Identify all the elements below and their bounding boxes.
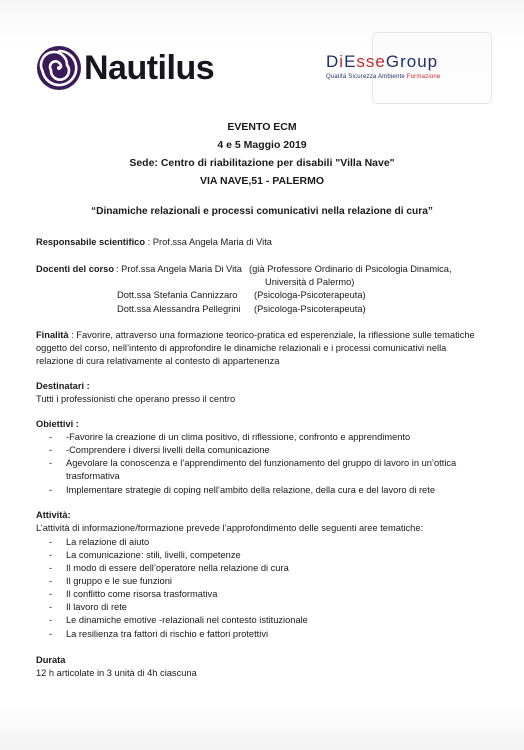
docente-name: : Prof.ssa Angela Maria Di Vita: [116, 264, 242, 274]
event-venue: Sede: Centro di riabilitazione per disabili "Villa Nave": [129, 157, 395, 169]
attivita-item: Il lavoro di rete: [66, 602, 127, 612]
docente-role-cont: Università d Palermo): [265, 277, 355, 287]
nautilus-wordmark: Nautilus: [84, 48, 215, 87]
nautilus-shell-icon: [36, 45, 82, 91]
durata-label: Durata: [36, 655, 66, 665]
event-address: VIA NAVE,51 - PALERMO: [199, 175, 325, 187]
durata-text: 12 h articolate in 3 unità di 4h ciascuna: [36, 668, 197, 678]
obiettivi-label: Obiettivi :: [36, 419, 79, 429]
docente-role: (Psicologa-Psicoterapeuta): [254, 304, 366, 314]
obiettivo-item: Agevolare la conoscenza e l’apprendimento del funzionamento del gruppo di lavoro in un’ottica: [66, 458, 457, 468]
attivita-item: Il conflitto come risorsa trasformativa: [66, 589, 218, 599]
event-dates: 4 e 5 Maggio 2019: [217, 139, 307, 151]
bullet-dash: -: [49, 602, 53, 612]
course-title: “Dinamiche relazionali e processi comunicativi nella relazione di cura”: [91, 206, 433, 217]
attivita-item: La relazione di aiuto: [66, 537, 150, 547]
attivita-item: Le dinamiche emotive -relazionali nel contesto istituzionale: [66, 615, 308, 625]
nautilus-logo: [36, 43, 214, 93]
bullet-dash: -: [49, 445, 53, 455]
bullet-dash: -: [49, 550, 53, 560]
attivita-item: La comunicazione: stili, livelli, competenze: [66, 550, 241, 560]
bullet-dash: -: [49, 563, 53, 573]
bullet-dash: -: [49, 458, 53, 468]
obiettivo-item: -Favorire la creazione di un clima positivo, di riflessione, confronto e apprendimento: [66, 432, 411, 442]
attivita-label: Attività:: [36, 510, 71, 520]
docente-name: Dott.ssa Alessandra Pellegrini: [117, 304, 241, 314]
bullet-dash: -: [49, 629, 53, 639]
docenti-label: Docenti del corso: [36, 264, 115, 274]
diesse-logo-tagline: Qualità Sicurezza Ambiente Formazione: [326, 74, 441, 80]
bullet-dash: -: [49, 432, 53, 442]
destinatari-label: Destinatari :: [36, 381, 90, 391]
responsabile-row: Responsabile scientifico : Prof.ssa Angela Maria di Vita: [36, 237, 272, 247]
bullet-dash: -: [49, 537, 53, 547]
docente-name: Dott.ssa Stefania Cannizzaro: [117, 290, 238, 300]
bullet-dash: -: [49, 576, 53, 586]
docente-role: (già Professore Ordinario di Psicologia Dinamica,: [249, 264, 452, 274]
obiettivo-item: -Comprendere i diversi livelli della comunicazione: [66, 445, 270, 455]
obiettivo-item-cont: trasformativa: [66, 471, 120, 481]
bullet-dash: -: [49, 615, 53, 625]
bullet-dash: -: [49, 589, 53, 599]
attivita-item: La resilienza tra fattori di rischio e fattori protettivi: [66, 629, 269, 639]
finalita-line: Finalità : Favorire, attraverso una formazione teorico-pratica ed esperenziale, la riflessione sulle tematiche: [36, 330, 475, 340]
bullet-dash: -: [49, 485, 53, 495]
attivita-item: Il modo di essere dell’operatore nella relazione di cura: [66, 563, 289, 573]
attivita-item: Il gruppo e le sue funzioni: [66, 576, 172, 586]
diesse-logo-wordmark: DiEsseGroup: [326, 52, 439, 71]
finalita-line: relazione di cura relativamente al contesto di appartenenza: [36, 356, 280, 366]
obiettivo-item: Implementare strategie di coping nell’ambito della relazione, della cura e del lavoro di rete: [66, 485, 435, 495]
destinatari-text: Tutti i professionisti che operano presso il centro: [36, 394, 236, 404]
finalita-line: oggetto del corso, nell’intento di approfondire le dinamiche relazionali e i processi comunicativi nella: [36, 343, 447, 353]
event-title: EVENTO ECM: [227, 121, 297, 133]
docente-role: (Psicologa-Psicoterapeuta): [254, 290, 366, 300]
attivita-intro: L’attività di informazione/formazione prevede l’approfondimento delle seguenti aree tematiche:: [36, 523, 424, 533]
